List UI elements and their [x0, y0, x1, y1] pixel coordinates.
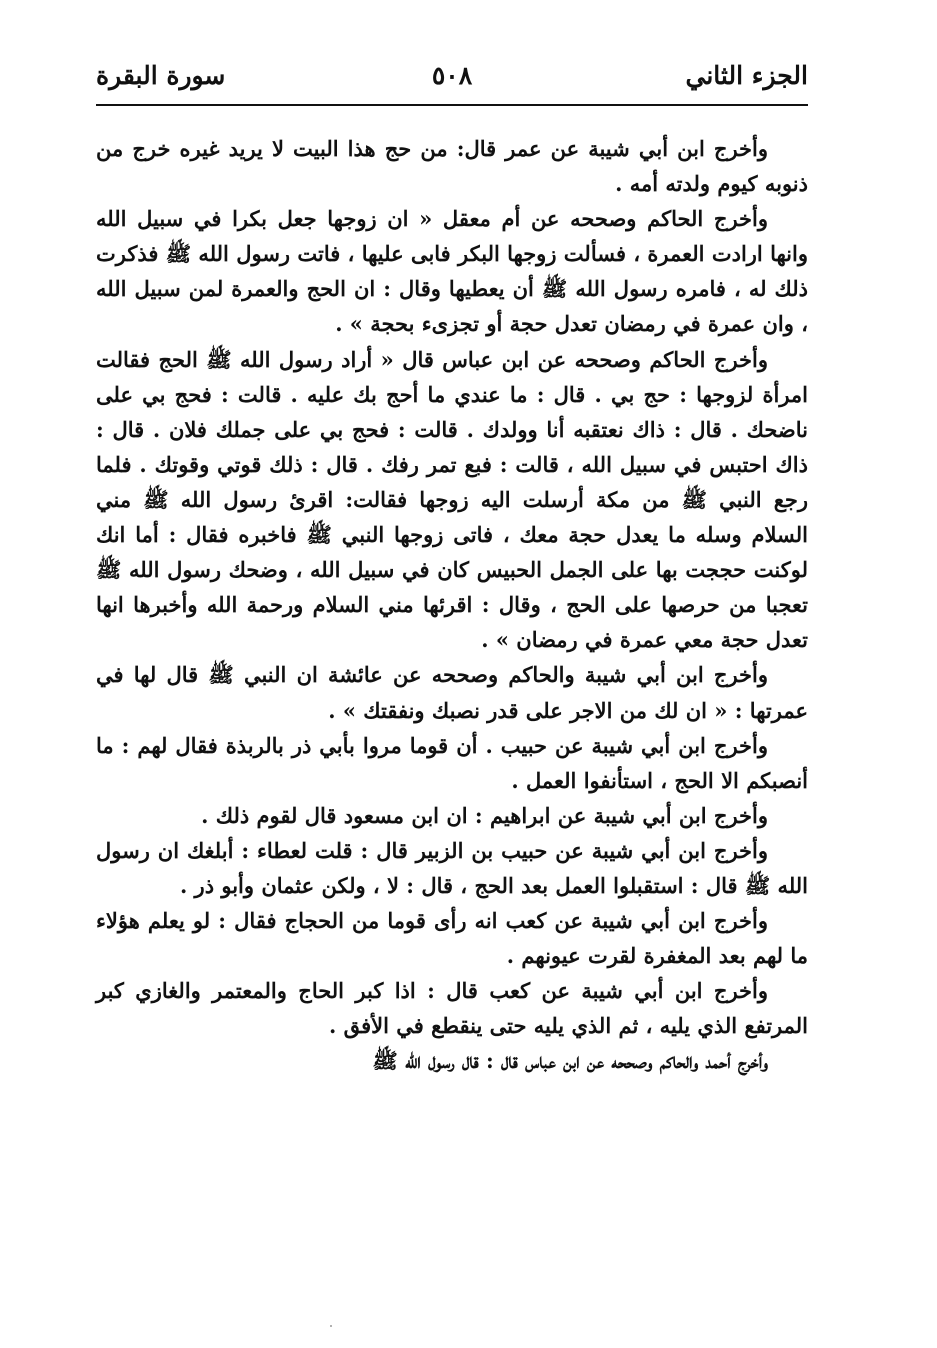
part-title: الجزء الثاني: [685, 61, 808, 90]
page-body: [96, 131, 808, 1079]
paragraph: وأخرج أحمد والحاكم وصححه عن ابن عباس قال : قال رسول الله ﷺ: [372, 1048, 768, 1074]
paragraph: وأخرج ابن أبي شيبة عن كعب انه رأى قوما من الحجاج فقال : لو يعلم هؤلاء ما لهم بعد المغفرة لقرت عيونهم .: [96, 908, 808, 969]
paragraph: وأخرج ابن أبي شيبة عن عمر قال: من حج هذا البيت لا يريد غيره خرج من ذنوبه كيوم ولدته أمه .: [96, 136, 808, 197]
paragraph: وأخرج ابن أبي شيبة عن ابراهيم : ان ابن مسعود قال لقوم ذلك .: [201, 802, 768, 828]
paragraph: وأخرج الحاكم وصححه عن ابن عباس قال « أراد رسول الله ﷺ الحج فقالت امرأة لزوجها : حج بي . قال : ما عندي ما أحج بك عليه . قالت : فحج بي على ناضحك . قال : ذاك نعتقبه أنا وولدك . قالت : فحج بي على جملك فلان . قال : ذاك احتبس في سبيل الله ، قالت : فبع تمر رفك . قال : ذلك قوتي وقوتك . فلما رجع النبي ﷺ من مكة أرسلت اليه زوجها فقالت: اقرئ رسول الله ﷺ مني السلام وسله ما يعدل حجة معك ، فاتى زوجها النبي ﷺ فاخبره فقال : أما انك لوكنت حججت بها على الجمل الحبيس كان في سبيل الله ، وضحك رسول الله ﷺ تعجبا من حرصها على الحج ، وقال : اقرئها مني السلام ورحمة الله وأخبرها انها تعدل حجة معي عمرة في رمضان » .: [96, 346, 808, 653]
header-divider: [96, 104, 808, 106]
surah-title: سورة البقرة: [96, 61, 226, 90]
page-number: ٥٠٨: [431, 61, 473, 90]
running-header: [96, 56, 808, 100]
paragraph: وأخرج ابن أبي شيبة عن حبيب . أن قوما مروا بأبي ذر بالربذة فقال لهم : ما أنصبكم الا الحج ، استأنفوا العمل .: [96, 732, 808, 793]
paragraph: وأخرج ابن أبي شيبة والحاكم وصححه عن عائشة ان النبي ﷺ قال لها في عمرتها : « ان لك من الاجر على قدر نصبك ونفقتك » .: [96, 662, 808, 723]
scan-speck: [330, 1325, 332, 1327]
paragraph: وأخرج ابن أبي شيبة عن كعب قال : اذا كبر الحاج والمعتمر والغازي كبر المرتفع الذي يليه ، ثم الذي يليه حتى ينقطع في الأفق .: [96, 978, 808, 1039]
paragraph: وأخرج ابن أبي شيبة عن حبيب بن الزبير قال : قلت لعطاء : أبلغك ان رسول الله ﷺ قال : استقبلوا العمل بعد الحج ، قال : لا ، ولكن عثمان وأبو ذر .: [96, 837, 808, 898]
paragraph: وأخرج الحاكم وصححه عن أم معقل « ان زوجها جعل بكرا في سبيل الله وانها ارادت العمرة ، فسألت زوجها البكر فابى عليها ، فاتت رسول الله ﷺ فذكرت ذلك له ، فامره رسول الله ﷺ أن يعطيها وقال : ان الحج والعمرة لمن سبيل الله ، وان عمرة في رمضان تعدل حجة أو تجزىء بحجة » .: [96, 206, 808, 337]
